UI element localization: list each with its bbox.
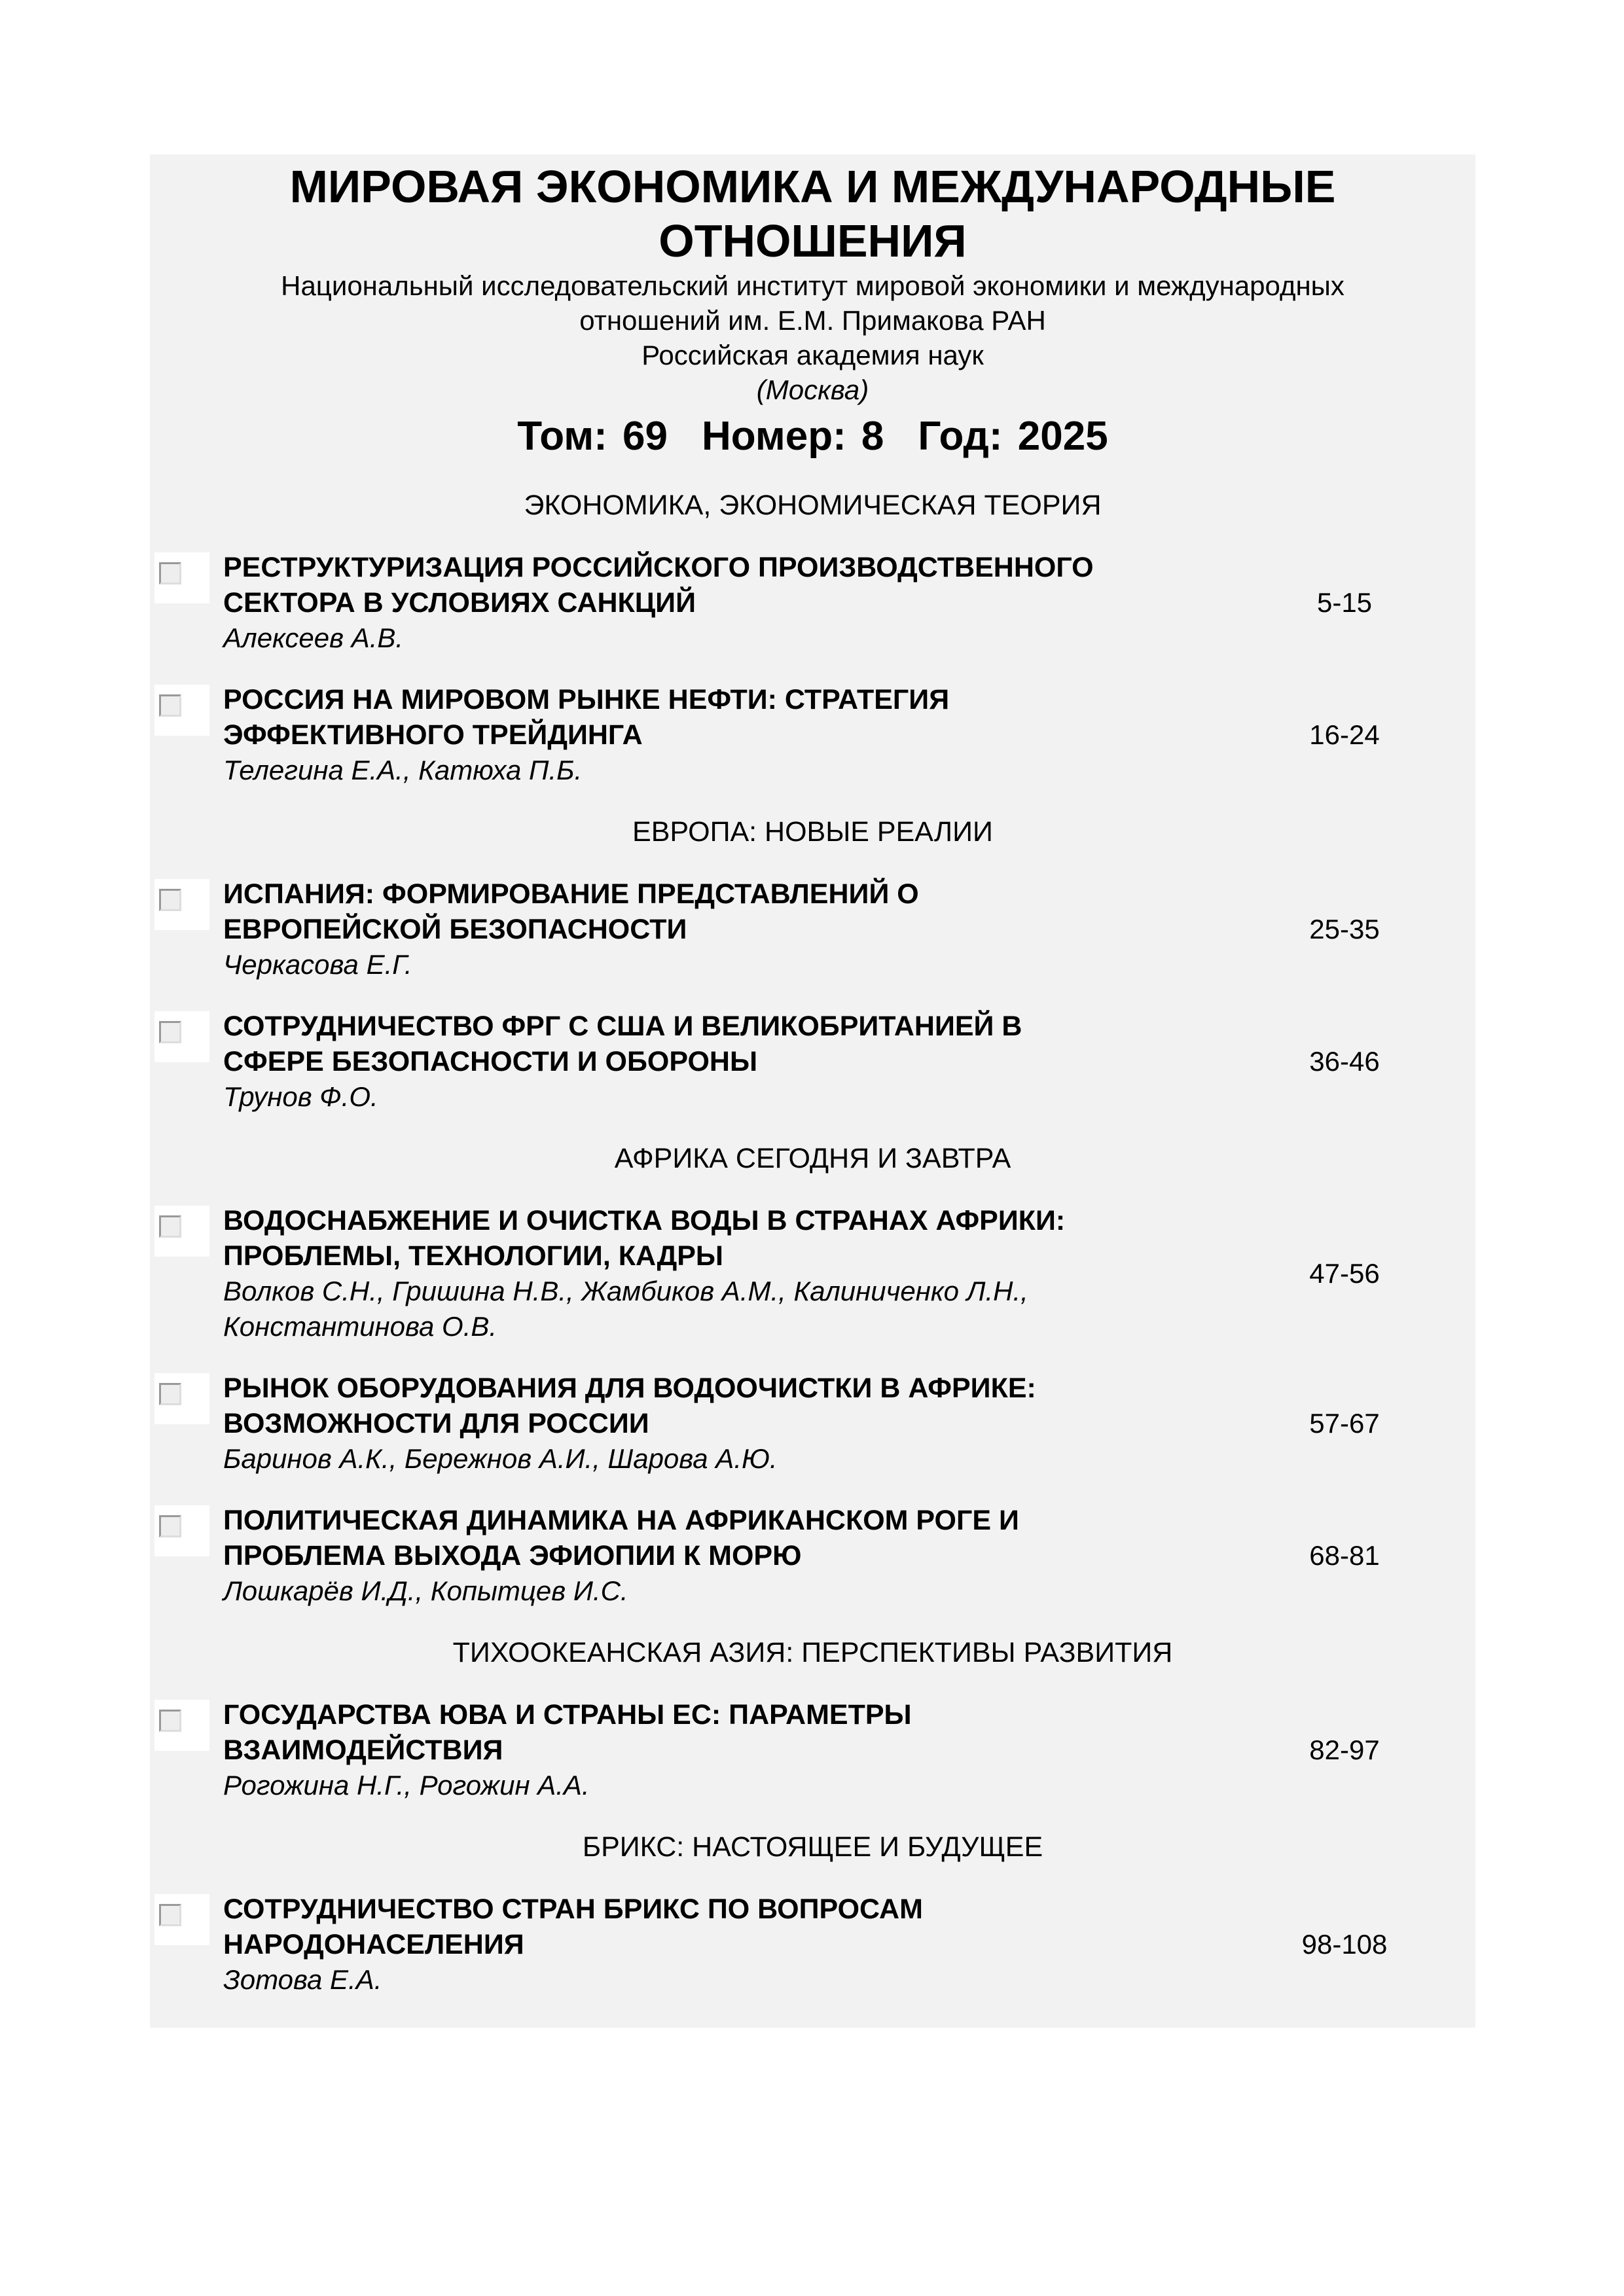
article-entry bbox=[150, 1009, 1475, 1115]
publisher-line: Российская академия наук bbox=[641, 340, 984, 370]
article-title[interactable]: ВОЗМОЖНОСТИ ДЛЯ РОССИИ bbox=[223, 1408, 649, 1439]
select-article-checkbox[interactable] bbox=[159, 1710, 181, 1732]
article-authors: Константинова О.В. bbox=[223, 1311, 497, 1342]
issue-number: Номер: 8 bbox=[702, 414, 884, 459]
article-title[interactable]: РЕСТРУКТУРИЗАЦИЯ РОССИЙСКОГО ПРОИЗВОДСТВЕННОГО bbox=[223, 552, 1094, 583]
publisher-city: (Москва) bbox=[756, 374, 869, 405]
select-article-checkbox[interactable] bbox=[159, 562, 181, 584]
article-title[interactable]: СФЕРЕ БЕЗОПАСНОСТИ И ОБОРОНЫ bbox=[223, 1046, 758, 1077]
article-pages: 47-56 bbox=[1309, 1258, 1380, 1289]
checkbox-container bbox=[154, 1700, 209, 1751]
article-entry bbox=[150, 876, 1475, 982]
issue-info bbox=[150, 414, 1475, 459]
article-title[interactable]: СЕКТОРА В УСЛОВИЯХ САНКЦИЙ bbox=[223, 587, 696, 619]
publisher-info bbox=[150, 268, 1475, 407]
article-title[interactable]: НАРОДОНАСЕЛЕНИЯ bbox=[223, 1929, 524, 1960]
checkbox-container bbox=[154, 552, 209, 603]
article-authors: Телегина Е.А., Катюха П.Б. bbox=[223, 755, 583, 785]
article-authors: Волков С.Н., Гришина Н.В., Жамбиков А.М., Калиниченко Л.Н., bbox=[223, 1276, 1028, 1306]
article-title[interactable]: ГОСУДАРСТВА ЮВА И СТРАНЫ ЕС: ПАРАМЕТРЫ bbox=[223, 1699, 912, 1731]
article-pages: 5-15 bbox=[1316, 587, 1373, 618]
volume: Том: 69 bbox=[517, 414, 668, 459]
article-title[interactable]: СОТРУДНИЧЕСТВО СТРАН БРИКС ПО ВОПРОСАМ bbox=[223, 1893, 923, 1925]
select-article-checkbox[interactable] bbox=[159, 1515, 181, 1537]
checkbox-container bbox=[154, 1373, 209, 1424]
article-pages: 57-67 bbox=[1309, 1408, 1380, 1439]
article-title[interactable]: РЫНОК ОБОРУДОВАНИЯ ДЛЯ ВОДООЧИСТКИ В АФРИКЕ: bbox=[223, 1372, 1036, 1404]
article-pages: 82-97 bbox=[1309, 1734, 1380, 1765]
checkbox-container bbox=[154, 1011, 209, 1062]
article-entry bbox=[150, 1697, 1475, 1803]
article-pages: 68-81 bbox=[1309, 1540, 1380, 1571]
checkbox-container bbox=[154, 1206, 209, 1257]
section-heading: ЕВРОПА: НОВЫЕ РЕАЛИИ bbox=[632, 816, 993, 848]
year: Год: 2025 bbox=[918, 414, 1108, 459]
select-article-checkbox[interactable] bbox=[159, 1215, 181, 1238]
section-heading: ТИХООКЕАНСКАЯ АЗИЯ: ПЕРСПЕКТИВЫ РАЗВИТИЯ bbox=[452, 1637, 1173, 1668]
select-article-checkbox[interactable] bbox=[159, 1021, 181, 1043]
article-entry bbox=[150, 1203, 1475, 1344]
article-authors: Лошкарёв И.Д., Копытцев И.С. bbox=[223, 1575, 628, 1606]
article-title[interactable]: ВОДОСНАБЖЕНИЕ И ОЧИСТКА ВОДЫ В СТРАНАХ АФРИКИ: bbox=[223, 1205, 1066, 1236]
article-pages: 36-46 bbox=[1309, 1046, 1380, 1077]
table-of-contents-panel bbox=[150, 154, 1475, 2028]
checkbox-container bbox=[154, 1505, 209, 1556]
select-article-checkbox[interactable] bbox=[159, 694, 181, 717]
article-authors: Рогожина Н.Г., Рогожин А.А. bbox=[223, 1770, 590, 1801]
section-heading: АФРИКА СЕГОДНЯ И ЗАВТРА bbox=[614, 1143, 1011, 1174]
article-authors: Зотова Е.А. bbox=[223, 1964, 382, 1995]
select-article-checkbox[interactable] bbox=[159, 1904, 181, 1926]
select-article-checkbox[interactable] bbox=[159, 1383, 181, 1405]
section-heading: ЭКОНОМИКА, ЭКОНОМИЧЕСКАЯ ТЕОРИЯ bbox=[524, 490, 1102, 521]
article-title[interactable]: ВЗАИМОДЕЙСТВИЯ bbox=[223, 1734, 503, 1766]
article-title[interactable]: ПРОБЛЕМА ВЫХОДА ЭФИОПИИ К МОРЮ bbox=[223, 1540, 802, 1571]
article-title[interactable]: ЕВРОПЕЙСКОЙ БЕЗОПАСНОСТИ bbox=[223, 914, 687, 945]
publisher-line: Национальный исследовательский институт мировой экономики и международных bbox=[281, 270, 1344, 301]
article-entry bbox=[150, 550, 1475, 656]
article-entry bbox=[150, 682, 1475, 788]
article-pages: 25-35 bbox=[1309, 914, 1380, 944]
select-article-checkbox[interactable] bbox=[159, 889, 181, 911]
article-entry bbox=[150, 1503, 1475, 1609]
article-pages: 98-108 bbox=[1301, 1929, 1388, 1960]
journal-title-line: МИРОВАЯ ЭКОНОМИКА И МЕЖДУНАРОДНЫЕ bbox=[289, 161, 1336, 212]
section-heading: БРИКС: НАСТОЯЩЕЕ И БУДУЩЕЕ bbox=[582, 1831, 1043, 1863]
article-authors: Черкасова Е.Г. bbox=[223, 949, 412, 980]
toc-list bbox=[150, 488, 1475, 2024]
article-title[interactable]: ИСПАНИЯ: ФОРМИРОВАНИЕ ПРЕДСТАВЛЕНИЙ О bbox=[223, 878, 919, 910]
article-authors: Трунов Ф.О. bbox=[223, 1081, 378, 1112]
article-authors: Баринов А.К., Бережнов А.И., Шарова А.Ю. bbox=[223, 1443, 778, 1474]
article-title[interactable]: ПОЛИТИЧЕСКАЯ ДИНАМИКА НА АФРИКАНСКОМ РОГЕ И bbox=[223, 1505, 1019, 1536]
checkbox-container bbox=[154, 1894, 209, 1945]
article-pages: 16-24 bbox=[1309, 719, 1380, 750]
article-title[interactable]: ЭФФЕКТИВНОГО ТРЕЙДИНГА bbox=[223, 719, 643, 751]
publisher-line: отношений им. Е.М. Примакова РАН bbox=[579, 305, 1046, 336]
article-title[interactable]: СОТРУДНИЧЕСТВО ФРГ С США И ВЕЛИКОБРИТАНИЕЙ В bbox=[223, 1011, 1022, 1042]
article-entry bbox=[150, 1892, 1475, 1998]
article-entry bbox=[150, 1371, 1475, 1477]
journal-title bbox=[150, 160, 1475, 268]
article-title[interactable]: РОССИЯ НА МИРОВОМ РЫНКЕ НЕФТИ: СТРАТЕГИЯ bbox=[223, 684, 950, 715]
journal-title-line: ОТНОШЕНИЯ bbox=[659, 215, 967, 266]
article-title[interactable]: ПРОБЛЕМЫ, ТЕХНОЛОГИИ, КАДРЫ bbox=[223, 1240, 724, 1272]
article-authors: Алексеев А.В. bbox=[223, 622, 404, 653]
checkbox-container bbox=[154, 685, 209, 736]
checkbox-container bbox=[154, 879, 209, 930]
